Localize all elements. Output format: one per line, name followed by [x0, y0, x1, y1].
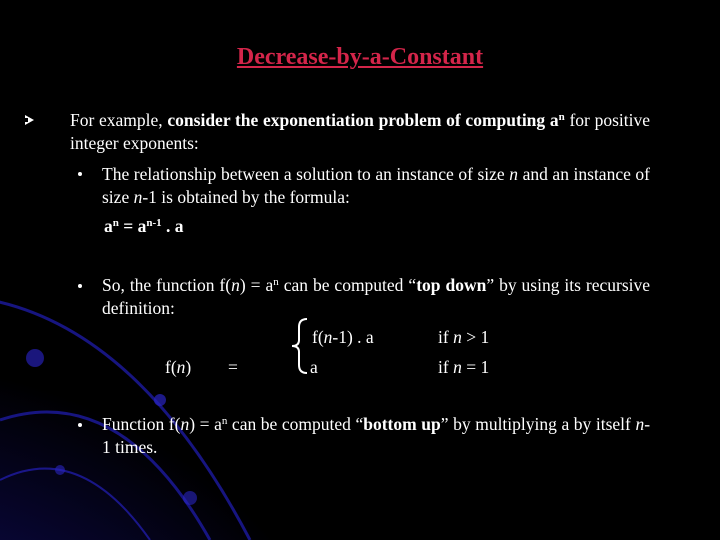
- lhs-pre: f(: [165, 357, 177, 377]
- relationship-text-2: and an instance of size: [102, 164, 651, 207]
- formula-equals: =: [123, 216, 134, 236]
- bottom-up-text-2: ) = a: [189, 414, 222, 434]
- lhs-post: ): [185, 357, 192, 377]
- quote-close: ”: [440, 414, 449, 434]
- function-lhs: [165, 356, 191, 379]
- intro-text-bold: consider the exponentiation problem of computing a: [167, 110, 559, 130]
- relationship-var-n: n: [509, 164, 519, 184]
- case-1-condition: [438, 326, 489, 349]
- bottom-up-var-n: n: [635, 414, 645, 434]
- cond-1-post: > 1: [466, 327, 490, 347]
- formula-factor: a: [174, 216, 184, 236]
- top-down-text-3: can be computed: [283, 275, 404, 295]
- definition-equals: =: [228, 357, 238, 377]
- quote-open: “: [355, 414, 364, 434]
- bullet-dot-icon: [78, 423, 82, 427]
- formula-exponent: n-1: [146, 217, 162, 229]
- intro-text-post: for positive integer exponents:: [70, 110, 651, 153]
- bottom-up-bold: bottom up: [363, 414, 441, 434]
- cond-1-var: n: [453, 327, 462, 347]
- case-1-expression: [312, 326, 374, 349]
- bullet-dot-icon: [78, 284, 82, 288]
- quote-open: “: [408, 275, 417, 295]
- case-2-condition: [438, 356, 489, 379]
- top-down-paragraph: [102, 274, 650, 320]
- formula-dot: .: [166, 216, 171, 236]
- relationship-var-n: n: [133, 187, 143, 207]
- intro-text-pre: For example,: [70, 110, 163, 130]
- top-down-text-4: by using its recursive definition:: [102, 275, 651, 318]
- case-1-var: n: [323, 327, 333, 347]
- bottom-up-text-4: by multiplying a by itself: [453, 414, 631, 434]
- cond-2-pre: if: [438, 357, 449, 377]
- case-2-expression: a: [310, 357, 318, 377]
- case-1-pre: f(: [312, 327, 324, 347]
- bullet-dot-icon: [78, 172, 82, 176]
- relationship-text-3: -1 is obtained by the formula:: [142, 187, 350, 207]
- bottom-up-text-3: can be computed: [231, 414, 351, 434]
- relationship-text-1: The relationship between a solution to an instance of size: [102, 164, 505, 184]
- formula-base: a: [137, 216, 147, 236]
- formula-base: a: [104, 216, 113, 236]
- slide-title: Decrease-by-a-Constant: [236, 44, 484, 70]
- cond-2-var: n: [453, 357, 462, 377]
- recurrence-formula: [104, 216, 184, 237]
- intro-exponent: n: [558, 111, 565, 123]
- top-down-bold: top down: [416, 275, 487, 295]
- top-down-exponent: n: [273, 276, 279, 288]
- cond-2-post: = 1: [466, 357, 490, 377]
- bottom-up-text-1: Function f(: [102, 414, 181, 434]
- case-1-post: -1) . a: [332, 327, 374, 347]
- relationship-paragraph: [102, 163, 650, 209]
- bottom-up-var-n: n: [180, 414, 190, 434]
- lhs-var: n: [176, 357, 186, 377]
- quote-close: ”: [486, 275, 495, 295]
- formula-exponent: n: [112, 217, 119, 229]
- bottom-up-text-5: -1 times.: [102, 414, 651, 457]
- intro-paragraph: [70, 109, 650, 155]
- top-down-text-2: ) = a: [239, 275, 274, 295]
- arrow-bullet-icon: [25, 115, 34, 125]
- top-down-var-n: n: [231, 275, 240, 295]
- bottom-up-paragraph: [102, 413, 650, 459]
- top-down-text-1: So, the function f(: [102, 275, 232, 295]
- cond-1-pre: if: [438, 327, 449, 347]
- bottom-up-exponent: n: [221, 415, 228, 427]
- left-brace-icon: [290, 318, 312, 374]
